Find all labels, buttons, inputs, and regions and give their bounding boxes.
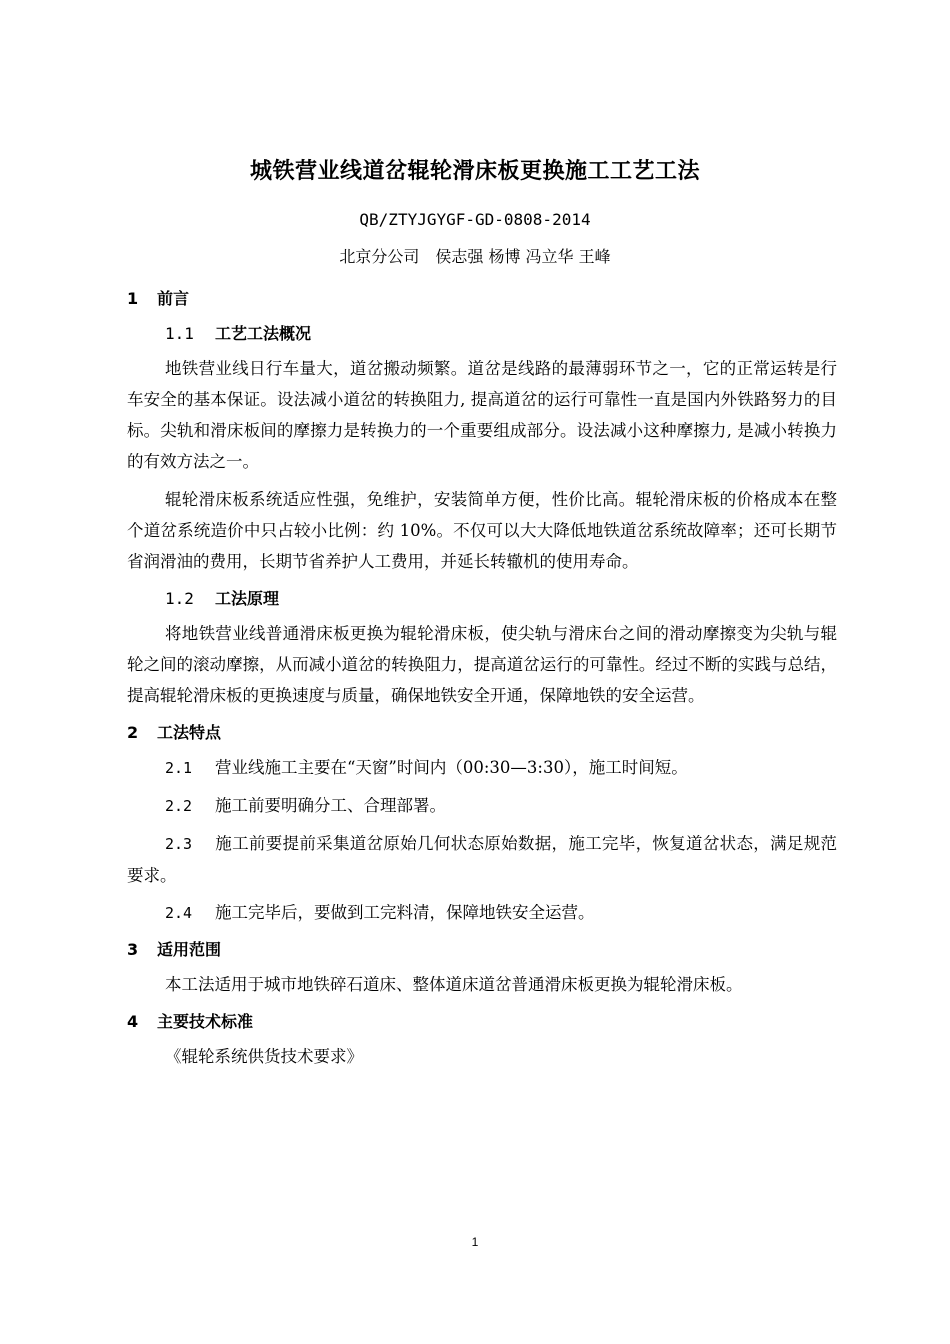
subsection-number: 1.2 bbox=[165, 589, 194, 608]
item-number: 2.1 bbox=[165, 759, 193, 777]
subsection-title: 工艺工法概况 bbox=[215, 324, 312, 343]
section-heading bbox=[127, 1007, 837, 1037]
document-body bbox=[127, 283, 837, 1072]
list-item bbox=[127, 828, 837, 891]
item-number: 2.3 bbox=[165, 835, 193, 853]
section-heading bbox=[127, 935, 837, 965]
paragraph: 地铁营业线日行车量大，道岔搬动频繁。道岔是线路的最薄弱环节之一，它的正常运转是行车安全的基本保证。设法减小道岔的转换阻力, 提高道岔的运行可靠性一直是国内外铁路努力的目标。尖轨和滑床板间的摩擦力是转换力的一个重要组成部分。设法减小这种摩擦力, 是减小转换力的有效方法之一。 bbox=[127, 359, 837, 471]
list-item bbox=[127, 790, 837, 822]
section-title: 主要技术标准 bbox=[157, 1012, 254, 1031]
section-heading bbox=[127, 284, 837, 314]
section-number: 3 bbox=[127, 940, 139, 959]
item-number: 2.2 bbox=[165, 797, 193, 815]
subsection-heading bbox=[127, 584, 837, 614]
subsection-number: 1.1 bbox=[165, 324, 194, 343]
section-number: 4 bbox=[127, 1012, 139, 1031]
subsection-heading bbox=[127, 319, 837, 349]
document-code: QB/ZTYJGYGF-GD-0808-2014 bbox=[359, 210, 591, 229]
standard-reference: 《辊轮系统供货技术要求》 bbox=[165, 1047, 363, 1066]
section-title: 适用范围 bbox=[157, 940, 222, 959]
paragraph: 本工法适用于城市地铁碎石道床、整体道床道岔普通滑床板更换为辊轮滑床板。 bbox=[165, 975, 743, 994]
document-authors: 北京分公司 侯志强 杨博 冯立华 王峰 bbox=[339, 247, 611, 266]
paragraph: 辊轮滑床板系统适应性强，免维护，安装简单方便，性价比高。辊轮滑床板的价格成本在整个道岔系统造价中只占较小比例：约 10%。不仅可以大大降低地铁道岔系统故障率；还可长期节省润滑油的费用，长期节省养护人工费用，并延长转辙机的使用寿命。 bbox=[127, 490, 837, 571]
document-title: 城铁营业线道岔辊轮滑床板更换施工工艺工法 bbox=[249, 159, 700, 184]
section-title: 前言 bbox=[157, 289, 190, 308]
item-number: 2.4 bbox=[165, 904, 193, 922]
paragraph: 将地铁营业线普通滑床板更换为辊轮滑床板，使尖轨与滑床台之间的滑动摩擦变为尖轨与辊轮之间的滚动摩擦，从而减小道岔的转换阻力，提高道岔运行的可靠性。经过不断的实践与总结，提高辊轮滑床板的更换速度与质量，确保地铁安全开通，保障地铁的安全运营。 bbox=[127, 624, 837, 705]
list-item bbox=[127, 897, 837, 929]
list-item bbox=[127, 752, 837, 784]
item-text: 施工前要提前采集道岔原始几何状态原始数据，施工完毕，恢复道岔状态，满足规范要求。 bbox=[127, 834, 837, 885]
item-text: 施工完毕后，要做到工完料清，保障地铁安全运营。 bbox=[215, 903, 595, 922]
section-number: 2 bbox=[127, 723, 139, 742]
section-heading bbox=[127, 718, 837, 748]
section-title: 工法特点 bbox=[157, 723, 222, 742]
page-number: 1 bbox=[471, 1235, 479, 1249]
item-text: 营业线施工主要在“天窗”时间内（00:30—3:30），施工时间短。 bbox=[215, 758, 688, 777]
item-text: 施工前要明确分工、合理部署。 bbox=[215, 796, 446, 815]
subsection-title: 工法原理 bbox=[215, 589, 280, 608]
section-number: 1 bbox=[127, 289, 139, 308]
